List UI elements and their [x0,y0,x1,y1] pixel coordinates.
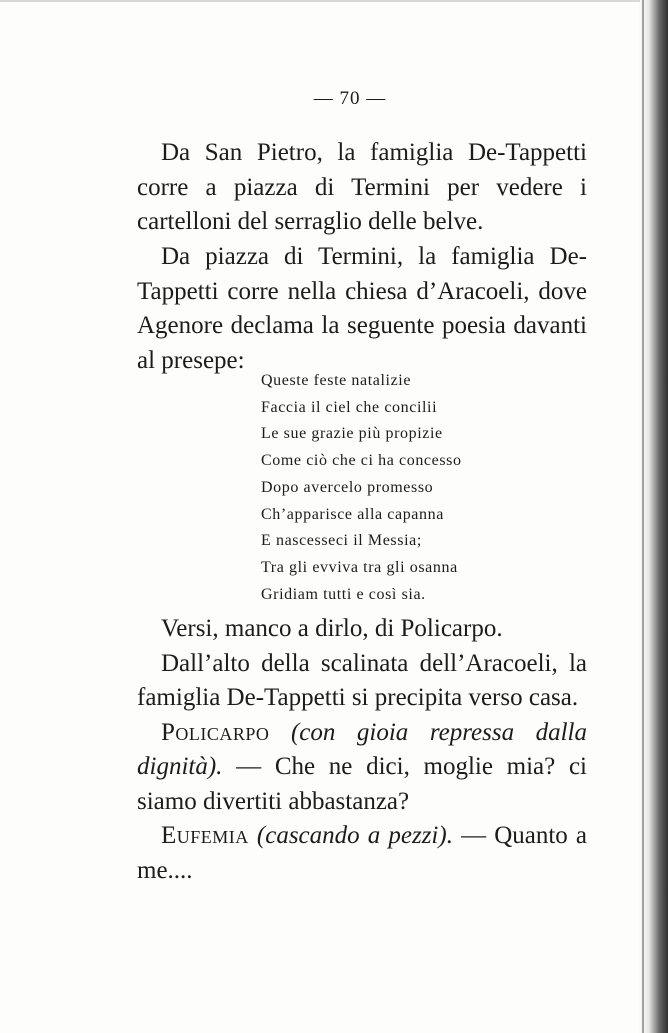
page-number: — 70 — [313,88,387,109]
poem [261,368,521,608]
poem-line: E nascesseci il Messia; [261,532,422,550]
paragraph-1-text: Da San Pietro, la famiglia De-Tappetti corre a piazza di Termini per vedere i cartelloni del serraglio delle belve. [137,139,587,235]
poem-line: Le sue grazie più propizie [261,425,443,443]
poem-line: Tra gli evviva tra gli osanna [261,558,458,576]
poem-line: Queste feste natalizie [261,372,412,389]
page-top-border [0,0,640,2]
paragraph-5 [137,716,587,820]
paragraph-2-text: Da piazza di Termini, la famiglia De-Tappetti corre nella chiesa d’Aracoeli, dove Agenore declama la seguente poesia davanti al presepe: [137,243,587,374]
closing-section [137,612,587,888]
speaker-name: Eufemia [161,822,249,849]
paragraph-3-text: Versi, manco a dirlo, di Policarpo. [161,615,503,642]
paragraph-6 [137,819,587,888]
speaker-name: Policarpo [161,718,270,746]
paragraph-2 [137,240,587,378]
dialogue-text: — Quanto a me.... [137,822,588,884]
paragraph-4-text: Dall’alto della scalinata dell’Aracoeli, la famiglia De-Tappetti si precipita verso casa. [137,649,587,711]
poem-line: Dopo avercelo promesso [261,478,434,496]
stage-direction: (con gioia repressa dalla dignità). [137,718,587,780]
poem-line: Come ciò che ci ha concesso [261,452,462,470]
stage-direction: (cascando a pezzi). [256,822,453,849]
poem-line: Ch’apparisce alla capanna [261,505,444,523]
dialogue-text: — Che ne dici, moglie mia? ci siamo divertiti abbastanza? [137,753,587,815]
page-binding-shadow [638,0,668,1033]
poem-line: Faccia il ciel che concilii [261,398,438,416]
poem-line: Gridiam tutti e così sia. [261,585,426,603]
paragraph-1 [137,136,587,240]
